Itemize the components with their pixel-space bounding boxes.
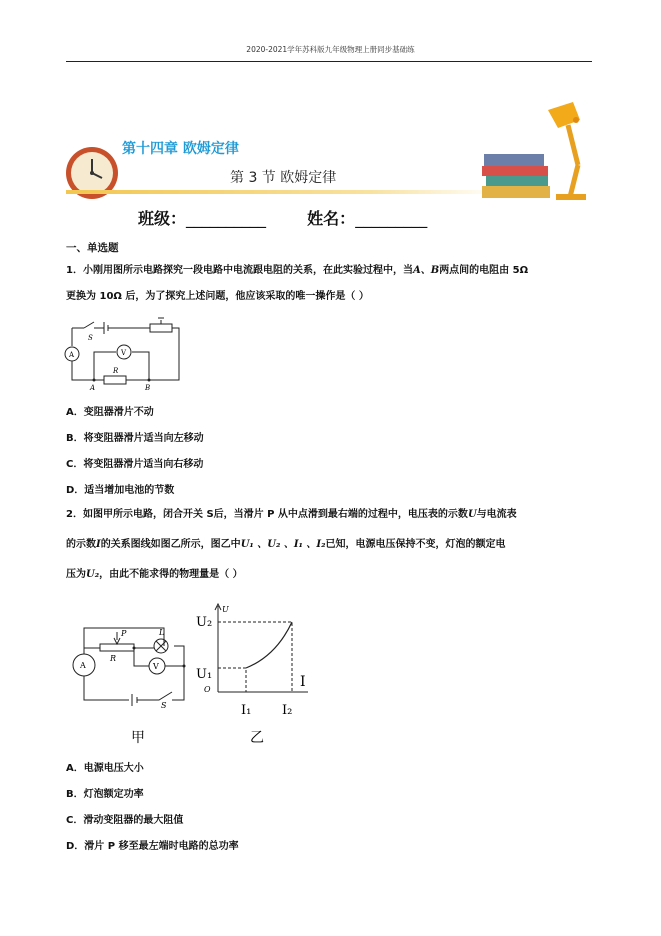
q1-option-a[interactable]: A．变阻器滑片不动 [66, 407, 154, 418]
name-blank[interactable]: _________ [355, 209, 428, 228]
graph-i2-label: I₂ [282, 703, 293, 718]
class-blank[interactable]: __________ [186, 209, 267, 228]
q2-text-b: 与电流表 [476, 509, 517, 520]
graph-u2-label: U₂ [196, 615, 213, 630]
q2-text-e: 已知，电源电压保持不变，灯泡的额定电 [325, 539, 506, 550]
q1-fig-ammeter-label: A [69, 351, 75, 359]
q1-option-d[interactable]: D．适当增加电池的节数 [66, 485, 175, 496]
q2-fig-p-label: P [121, 629, 127, 638]
q2-fig-yi-caption: 乙 [250, 730, 264, 746]
q2-text-f: 压为 [66, 569, 86, 580]
q1-fig-voltmeter-label: V [121, 349, 127, 357]
student-info-row [138, 206, 427, 229]
graph-origin-label: O [204, 685, 211, 694]
q2-ui-graph [196, 600, 326, 746]
title-band [66, 190, 501, 194]
graph-i-axis-label: I [300, 674, 306, 690]
q1-fig-b-label: B [145, 384, 151, 392]
q1-option-c[interactable]: C．将变阻器滑片适当向右移动 [66, 459, 204, 470]
q2-var-u: U [467, 509, 477, 520]
q2-option-b[interactable]: B．灯泡额定功率 [66, 789, 144, 800]
q2-vars: U₁ 、U₂ 、I₁ 、I₂ [240, 539, 326, 550]
q2-fig-voltmeter-label: V [153, 662, 159, 671]
q2-fig-r-label: R [110, 654, 117, 663]
q2-text-g: ，由此不能求得的物理量是（ ） [99, 569, 243, 580]
q2-fig-jia-caption: 甲 [131, 730, 145, 746]
q2-fig-s-label: S [161, 701, 167, 710]
q1-text-b: 两点间的电阻由 5Ω [439, 265, 529, 276]
q2-text-c: 的示数 [66, 539, 96, 550]
section-title: 第 3 节 欧姆定律 [230, 170, 337, 186]
q1-fig-r-label: R [113, 367, 119, 375]
question-2 [66, 500, 596, 590]
q2-var-i: I [96, 539, 101, 550]
q2-text-d: 的关系图线如图乙所示，图乙中 [100, 539, 241, 550]
question-1 [66, 258, 596, 310]
graph-u-axis-label: U [222, 605, 229, 614]
q1-text-line2: 更换为 10Ω 后，为了探究上述问题，他应该采取的唯一操作是（ ） [66, 291, 369, 302]
chapter-title: 第十四章 欧姆定律 [122, 141, 239, 157]
page-header: 2020-2021学年苏科版九年级物理上册同步基础练 [246, 45, 415, 54]
q1-fig-s-label: S [88, 334, 93, 342]
graph-u1-label: U₁ [196, 667, 213, 682]
q1-option-b[interactable]: B．将变阻器滑片适当向左移动 [66, 433, 204, 444]
q1-circuit-diagram [64, 314, 184, 392]
header-rule [66, 61, 592, 62]
q1-text-a: 1．小刚用图所示电路探究一段电路中电流跟电阻的关系，在此实验过程中，当 [66, 265, 413, 276]
section-heading: 一、单选题 [66, 242, 119, 254]
q2-text-a: 2．如图甲所示电路，闭合开关 S后，当滑片 P 从中点滑到最右端的过程中，电压表的示数 [66, 509, 468, 520]
graph-i1-label: I₁ [241, 703, 252, 718]
books-lamp-icon [478, 100, 598, 202]
class-label: 班级： [138, 209, 187, 228]
name-label: 姓名： [307, 209, 356, 228]
q1-fig-a-label: A [90, 384, 96, 392]
q2-fig-l-label: L [159, 628, 165, 637]
q2-fig-ammeter-label: A [80, 661, 86, 670]
q2-option-d[interactable]: D．滑片 P 移至最左端时电路的总功率 [66, 841, 239, 852]
q1-vars: A、B [412, 265, 440, 276]
q2-option-a[interactable]: A．电源电压大小 [66, 763, 144, 774]
q2-option-c[interactable]: C．滑动变阻器的最大阻值 [66, 815, 184, 826]
q2-var-u2: U₂ [86, 569, 100, 580]
q2-circuit-diagram [64, 618, 194, 746]
